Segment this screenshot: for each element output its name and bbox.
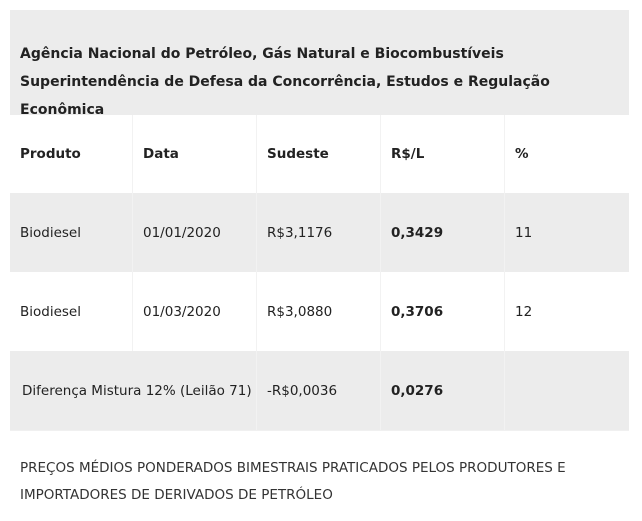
table-title: Agência Nacional do Petróleo, Gás Natural e Biocombustíveis Superintendência de Defesa da Concorrência, Estudos e Regulação Econômica — [20, 46, 550, 118]
table-row — [10, 272, 629, 351]
column-header-data: Data — [133, 115, 257, 193]
difference-sudeste: -R$0,0036 — [257, 351, 381, 430]
footer-note: PREÇOS MÉDIOS PONDERADOS BIMESTRAIS PRATICADOS PELOS PRODUTORES E IMPORTADORES DE DERIVADOS DE PETRÓLEO — [20, 460, 566, 503]
cell-produto: Biodiesel — [10, 272, 133, 351]
cell-rl: 0,3706 — [381, 272, 505, 351]
column-header-produto: Produto — [10, 115, 133, 193]
difference-row — [10, 351, 629, 430]
difference-empty — [505, 351, 629, 430]
column-header-percent: % — [515, 146, 529, 162]
cell-rl: 0,3429 — [381, 193, 505, 272]
price-table — [10, 10, 629, 520]
difference-rl: 0,0276 — [381, 351, 505, 430]
table-row — [10, 193, 629, 272]
cell-sudeste: R$3,0880 — [257, 272, 381, 351]
cell-percent: 11 — [515, 224, 533, 241]
cell-sudeste: R$3,1176 — [257, 193, 381, 272]
column-header-rl: R$/L — [381, 115, 505, 193]
column-header-sudeste: Sudeste — [257, 115, 381, 193]
difference-label: Diferença Mistura 12% (Leilão 71) — [10, 351, 257, 430]
table-title-row — [10, 10, 629, 118]
cell-data: 01/01/2020 — [133, 193, 257, 272]
cell-produto: Biodiesel — [10, 193, 133, 272]
footer-row — [10, 430, 629, 520]
cell-percent: 12 — [515, 303, 533, 320]
cell-data: 01/03/2020 — [133, 272, 257, 351]
column-header-row — [10, 115, 629, 193]
